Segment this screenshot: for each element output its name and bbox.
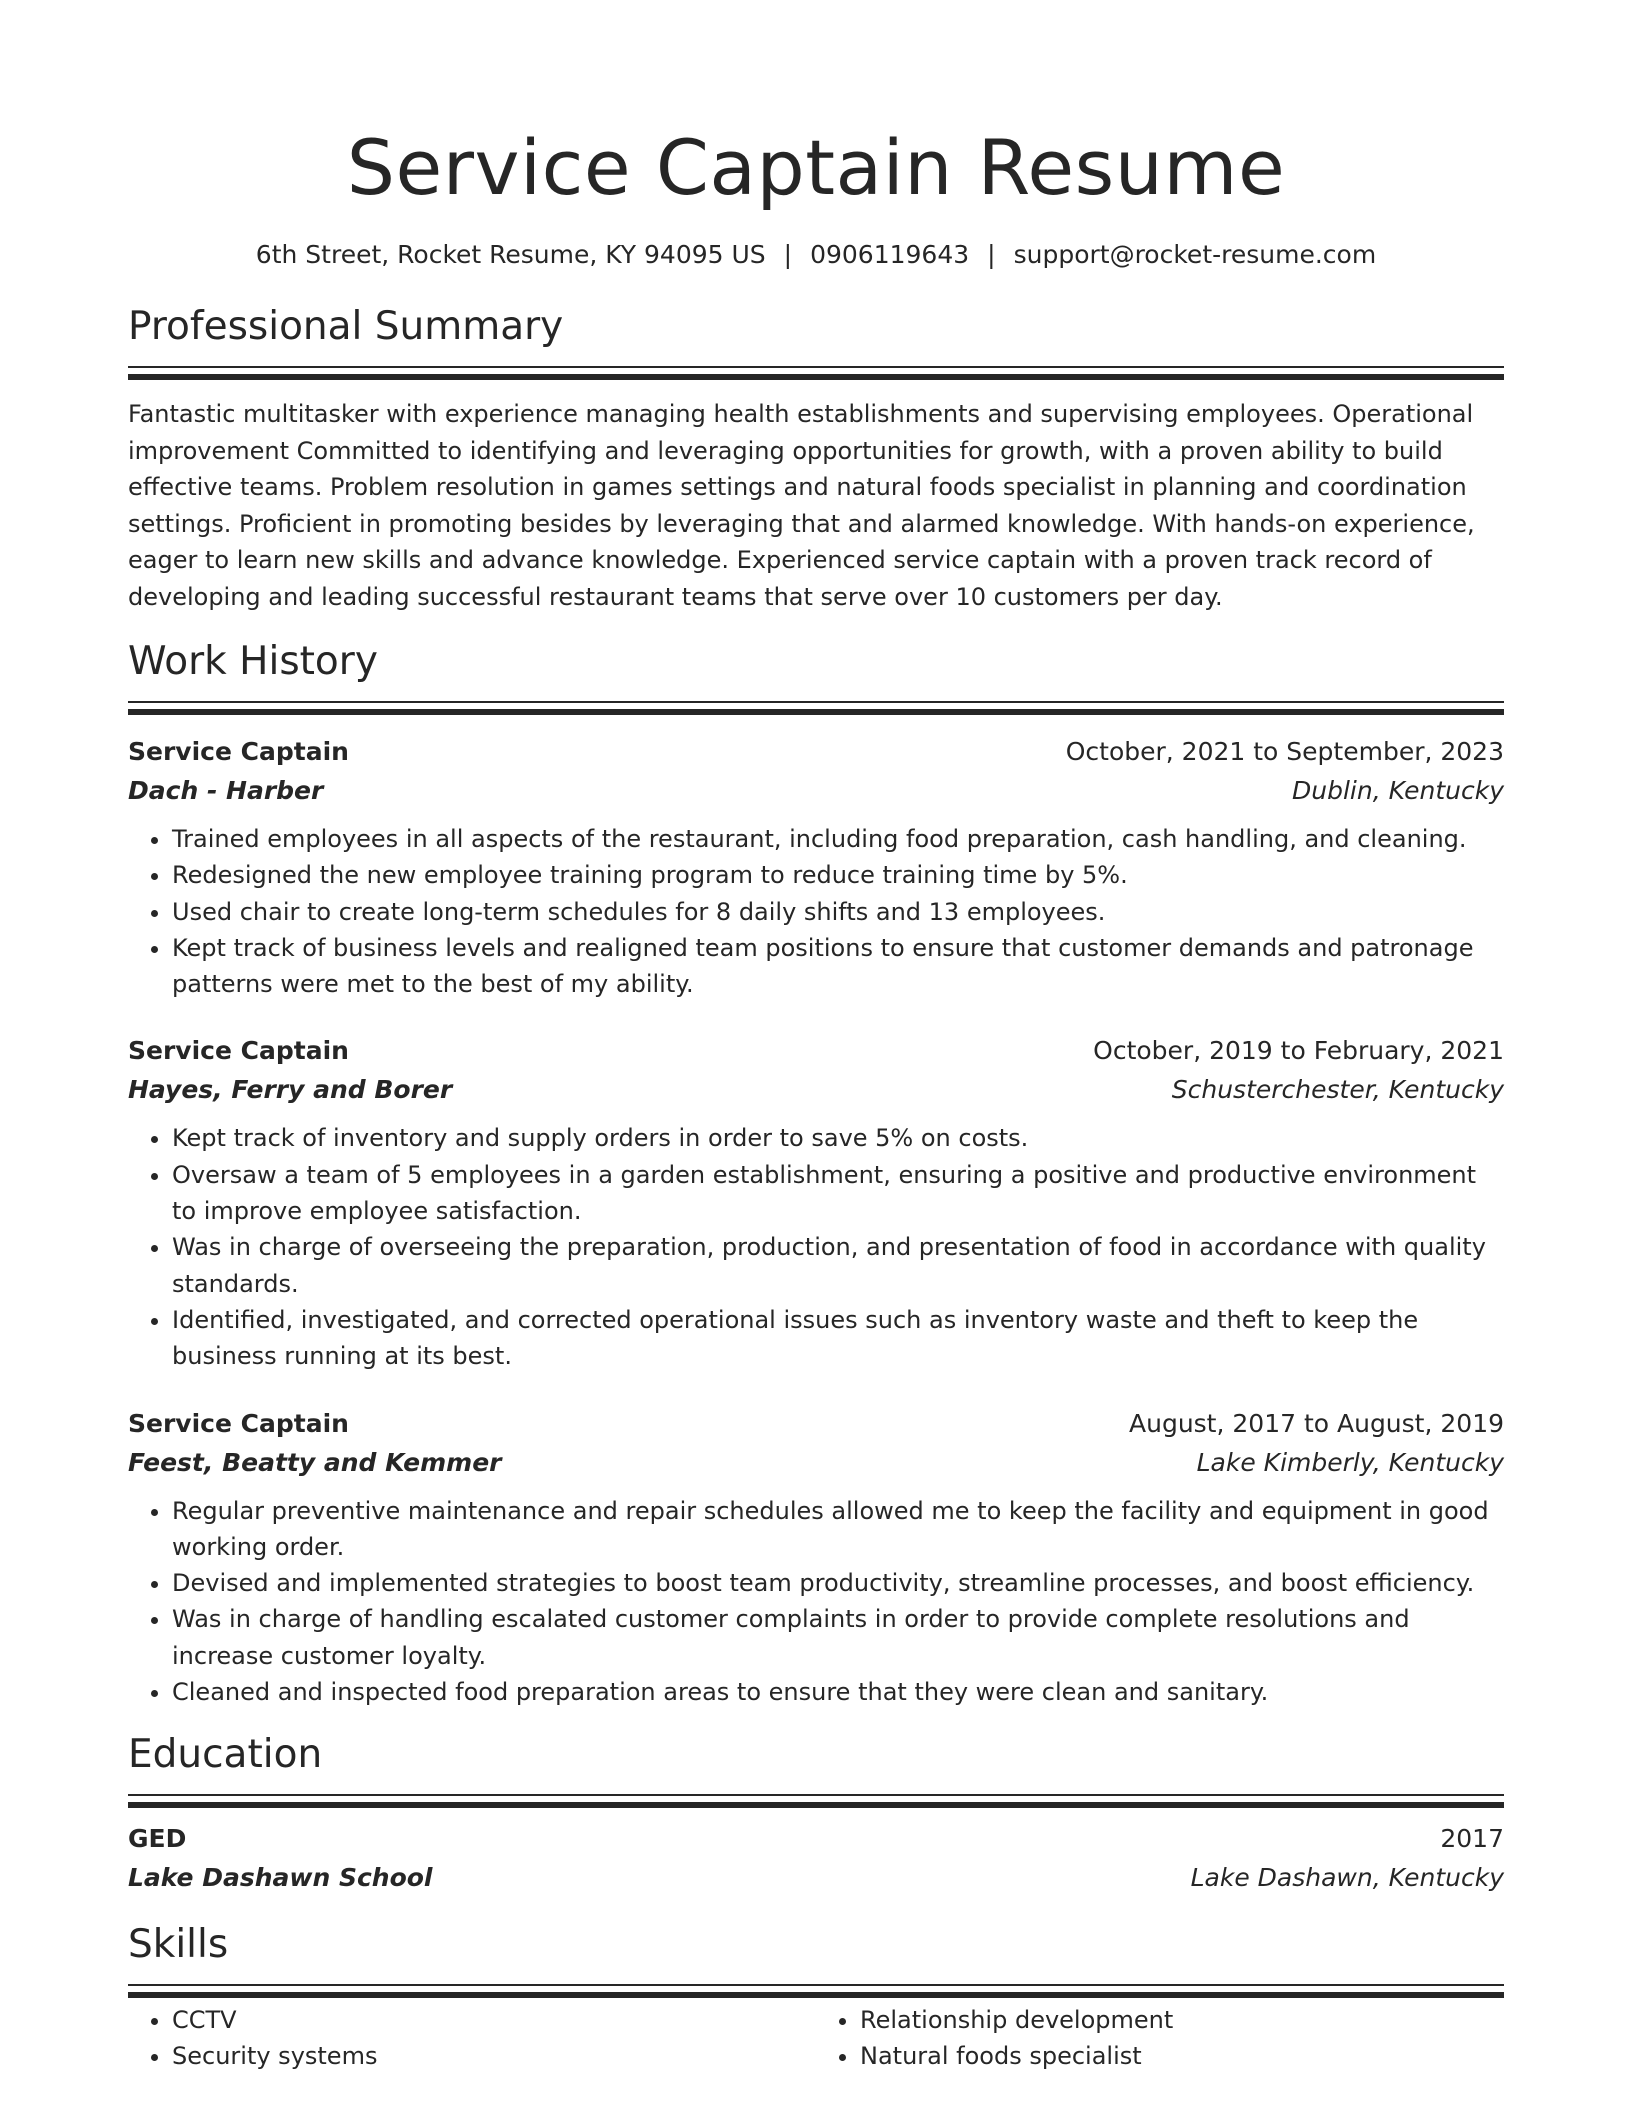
job-entry xyxy=(128,733,1504,1002)
skill-item: • Relationship development xyxy=(860,2002,1504,2038)
summary-text: Fantastic multitasker with experience managing health establishments and supervising employees. Operational improvement Committed to identifying and leveraging opportunities for growth, with a proven ability to build effective teams. Problem resolution in games settings and natural foods specialist in planning and coordination settings. Proficient in promoting besides by leveraging that and alarmed knowledge. With hands-on experience, eager to learn new skills and advance knowledge. Experienced service captain with a proven track record of developing and leading successful restaurant teams that serve over 10 customers per day. xyxy=(128,400,1475,611)
job-entry xyxy=(128,1405,1504,1711)
job-bullet: • Identified, investigated, and corrected operational issues such as inventory waste and theft to keep the business running at its best. xyxy=(172,1302,1504,1375)
job-bullets xyxy=(128,821,1504,1002)
skill-item: • Security systems xyxy=(172,2038,816,2074)
education-year: 2017 xyxy=(1440,1824,1504,1854)
job-title: Service Captain xyxy=(128,737,349,766)
job-bullet: • Redesigned the new employee training program to reduce training time by 5%. xyxy=(172,857,1504,893)
job-bullet: • Was in charge of overseeing the preparation, production, and presentation of food in accordance with quality standards. xyxy=(172,1229,1504,1302)
section-title-summary: Professional Summary xyxy=(128,304,564,349)
skills-section xyxy=(128,1920,1504,2074)
job-company: Dach - Harber xyxy=(128,776,324,805)
section-divider xyxy=(128,1794,1504,1796)
job-bullets xyxy=(128,1493,1504,1711)
contact-separator: | xyxy=(987,240,996,269)
section-divider xyxy=(128,701,1504,703)
section-divider xyxy=(128,366,1504,368)
skills-columns xyxy=(128,2002,1504,2074)
job-location: Schusterchester, Kentucky xyxy=(1171,1075,1504,1105)
education-entry xyxy=(128,1820,1504,1898)
job-entry xyxy=(128,1032,1504,1374)
job-bullets xyxy=(128,1120,1504,1374)
job-location: Lake Kimberly, Kentucky xyxy=(1196,1447,1504,1477)
job-bullet: • Kept track of business levels and realigned team positions to ensure that customer demands and patronage patterns were met to the best of my ability. xyxy=(172,930,1504,1003)
skills-list-right xyxy=(816,2002,1504,2074)
job-bullet: • Regular preventive maintenance and repair schedules allowed me to keep the facility and equipment in good working order. xyxy=(172,1493,1504,1566)
job-location: Dublin, Kentucky xyxy=(1292,776,1504,805)
summary-section xyxy=(128,302,1504,615)
job-company: Feest, Beatty and Kemmer xyxy=(128,1447,502,1477)
section-divider xyxy=(128,1984,1504,1986)
job-bullet: • Kept track of inventory and supply orders in order to save 5% on costs. xyxy=(172,1120,1504,1156)
education-section xyxy=(128,1730,1504,1898)
skills-list-left xyxy=(128,2002,816,2074)
job-bullet: • Trained employees in all aspects of the restaurant, including food preparation, cash handling, and cleaning. xyxy=(172,821,1504,857)
section-title-work-history: Work History xyxy=(128,639,378,684)
job-bullet: • Used chair to create long-term schedules for 8 daily shifts and 13 employees. xyxy=(172,894,1504,930)
education-school: Lake Dashawn School xyxy=(128,1863,433,1893)
education-degree: GED xyxy=(128,1824,187,1854)
contact-phone: 0906119643 xyxy=(810,240,970,269)
job-dates: October, 2021 to September, 2023 xyxy=(1065,737,1504,766)
contact-address: 6th Street, Rocket Resume, KY 94095 US xyxy=(255,240,766,269)
section-title-skills: Skills xyxy=(128,1922,229,1968)
education-location: Lake Dashawn, Kentucky xyxy=(1190,1863,1504,1893)
resume-title: Service Captain Resume xyxy=(346,123,1286,212)
contact-line xyxy=(128,238,1504,272)
job-dates: August, 2017 to August, 2019 xyxy=(1129,1408,1504,1438)
contact-email: support@rocket-resume.com xyxy=(1013,240,1377,269)
job-bullet: • Devised and implemented strategies to boost team productivity, streamline processes, and boost efficiency. xyxy=(172,1565,1504,1601)
job-bullet: • Oversaw a team of 5 employees in a garden establishment, ensuring a positive and productive environment to improve employee satisfaction. xyxy=(172,1157,1504,1230)
work-history-section xyxy=(128,637,1504,1710)
skill-item: • CCTV xyxy=(172,2002,816,2038)
resume-page xyxy=(128,0,1504,2074)
contact-separator: | xyxy=(783,240,793,269)
skill-item: • Natural foods specialist xyxy=(860,2038,1504,2074)
job-title: Service Captain xyxy=(128,1036,349,1066)
job-company: Hayes, Ferry and Borer xyxy=(128,1075,453,1105)
job-bullet: • Cleaned and inspected food preparation areas to ensure that they were clean and sanitary. xyxy=(172,1674,1504,1710)
section-title-education: Education xyxy=(128,1732,323,1778)
job-dates: October, 2019 to February, 2021 xyxy=(1093,1036,1504,1066)
job-title: Service Captain xyxy=(128,1408,349,1438)
job-bullet: • Was in charge of handling escalated customer complaints in order to provide complete resolutions and increase customer loyalty. xyxy=(172,1601,1504,1674)
